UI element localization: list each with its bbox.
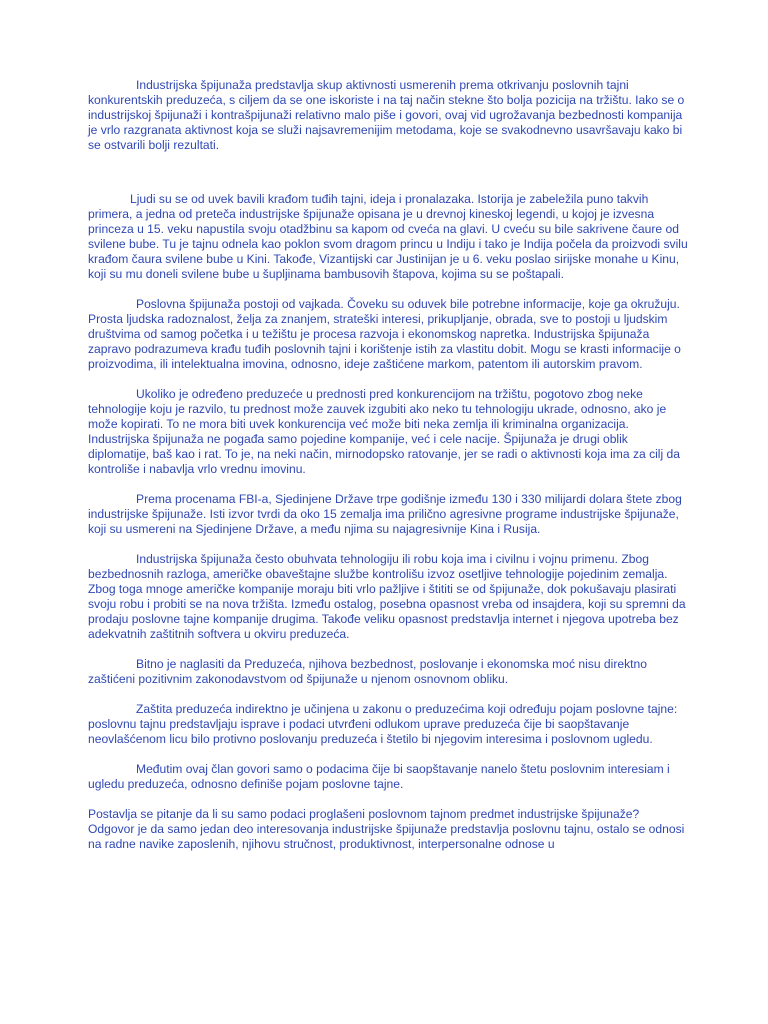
paragraph-definition: Industrijska špijunaža predstavlja skup aktivnosti usmerenih prema otkrivanju poslovnih tajni konkurentskih preduzeća, s ciljem da se one iskoriste i na taj način stekne što bolja pozicija na tržištu. Iako se o industrijskoj špijunaži i kontrašpijunaži relativno malo piše i govori, ovaj vid ugrožavanja bezbednosti kompanija je vrlo razgranata aktivnost koja se služi najsavremenijim metodama, koje se svakodnevno usavršavaju kako bi se ostvarili bolji rezultati. (88, 78, 685, 152)
paragraph-dual-use-technology: Industrijska špijunaža često obuhvata tehnologiju ili robu koja ima i civilnu i vojnu primenu. Zbog bezbednosnih razloga, američke obaveštajne službe kontrolišu izvoz osetljive tehnologije pojedinim zemalja. Zbog toga mnoge američke kompanije moraju biti vrlo pažljive i štititi se od špijunaže, dok pokušavaju plasirati svoju robu i probiti se na nova tržišta. Između ostalog, posebna opasnost vreba od insajdera, koji su spremni da prodaju poslovne tajne kompanije drugima. Takođe veliku opasnost predstavlja internet i njegova upotreba bez adekvatnih zaštitnih softvera u okviru preduzeća. (88, 552, 686, 641)
paragraph-legislation: Bitno je naglasiti da Preduzeća, njihova bezbednost, poslovanje i ekonomska moć nisu direktno zaštićeni pozitivnim zakonodavstvom od špijunaže u njenom osnovnom obliku. (88, 657, 647, 686)
paragraph-question: Postavlja se pitanje da li su samo podaci proglašeni poslovnom tajnom predmet industrijske špijunaže? Odgovor je da samo jedan deo interesovanja industrijske špijunaže predstavlja poslovnu tajnu, ostalo se odnosi na radne navike zaposlenih, njihovu stručnost, produktivnost, interpersonalne odnose u (88, 807, 685, 851)
paragraph-fbi-estimates: Prema procenama FBI-a, Sjedinjene Države trpe godišnje između 130 i 330 milijardi dolara štete zbog industrijske špijunaže. Isti izvor tvrdi da oko 15 zemalja ima prilično agresivne programe industrijske špijunaže, koji su usmereni na Sjedinjene Države, a među njima su najagresivnije Kina i Rusija. (88, 492, 682, 536)
document-page (88, 78, 688, 852)
paragraph-business-espionage: Poslovna špijunaža postoji od vajkada. Čoveku su oduvek bile potrebne informacije, koje ga okružuju. Prosta ljudska radoznalost, želja za znanjem, strateški interesi, prikupljanje, obrada, sve to postoji u ljudskim društvima od samog početka i u težištu je procesa razvoja i ekonomskog napretka. Industrijska špijunaža zapravo podrazumeva krađu tuđih poslovnih tajni i korištenje istih za vlastitu dobit. Mogu se krasti informacije o proizvodima, ili intelektualna imovina, odnosno, ideje zaštićene markom, patentom ili autorskim pravom. (88, 297, 681, 371)
paragraph-competitive-advantage: Ukoliko je određeno preduzeće u prednosti pred konkurencijom na tržištu, pogotovo zbog neke tehnologije koju je razvilo, tu prednost može zauvek izgubiti ako neko tu tehnologiju ukrade, odnosno, ako je može kopirati. To ne mora biti uvek konkurencija već može biti neka zemlja ili kriminalna organizacija. Industrijska špijunaža ne pogađa samo pojedine kompanije, već i cele nacije. Špijunaža je drugi oblik diplomatije, baš kao i rat. To je, na neki način, mirnodopsko ratovanje, jer se radi o aktivnosti koja ima za cilj da kontroliše i nabavlja vrlo vrednu imovinu. (88, 387, 680, 476)
paragraph-history: Ljudi su se od uvek bavili krađom tuđih tajni, ideja i pronalazaka. Istorija je zabeležila puno takvih primera, a jedna od preteča industrijske špijunaže opisana je u drevnoj kineskoj legendi, u kojoj je izvesna princeza u 15. veku napustila svoju otadžbinu sa kapom od cveća na glavi. U cveću su bile sakrivene čaure od svilene bube. Tu je tajnu odnela kao poklon svom dragom princu u Indiju i tako je Indija počela da proizvodi svilu krađom čaura svilene bube u Kini. Takođe, Vizantijski car Justinijan je u 6. veku poslao sirijske monahe u Kinu, koji su mu doneli svilene bube u šupljinama bambusovih štapova, kojima su se poštapali. (88, 192, 688, 281)
paragraph-company-protection: Zaštita preduzeća indirektno je učinjena u zakonu o preduzećima koji određuju pojam poslovne tajne: poslovnu tajnu predstavljaju isprave i podaci utvrđeni odlukom uprave preduzeća čije bi saopštavanje neovlašćenom licu bilo protivno poslovanju preduzeća i štetilo bi njegovim interesima i poslovnom ugledu. (88, 702, 678, 746)
paragraph-business-secret: Međutim ovaj član govori samo o podacima čije bi saopštavanje nanelo štetu poslovnim interesiam i ugledu preduzeća, odnosno definiše pojam poslovne tajne. (88, 762, 670, 791)
